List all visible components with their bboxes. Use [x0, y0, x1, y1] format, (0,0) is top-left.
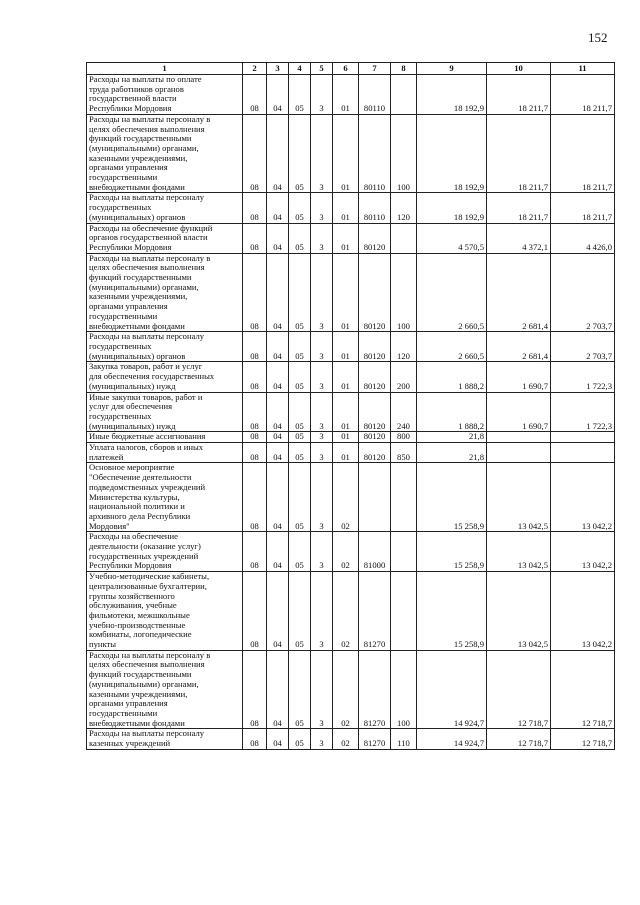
expense-type-code-cell [391, 572, 417, 651]
amount-year-3-cell [551, 443, 615, 463]
subprogram-code-cell: 3 [311, 253, 333, 332]
amount-year-2-cell: 18 211,7 [487, 114, 551, 193]
amount-year-2-cell: 1 690,7 [487, 362, 551, 392]
amount-year-3-cell: 1 722,3 [551, 362, 615, 392]
subprogram-code-cell: 3 [311, 75, 333, 115]
direction-code-cell: 81270 [359, 572, 391, 651]
program-code-cell: 05 [289, 432, 311, 443]
program-code-cell: 05 [289, 223, 311, 253]
section-code-cell: 08 [243, 572, 267, 651]
subsection-code-cell: 04 [267, 332, 289, 362]
amount-year-1-cell: 18 192,9 [417, 114, 487, 193]
amount-year-1-cell: 14 924,7 [417, 729, 487, 749]
subsection-code-cell: 04 [267, 223, 289, 253]
expense-type-code-cell: 100 [391, 253, 417, 332]
amount-year-2-cell: 13 042,5 [487, 572, 551, 651]
item-name-cell: Иные бюджетные ассигнования [87, 432, 243, 443]
table-row [87, 332, 615, 362]
table-row [87, 253, 615, 332]
table-row [87, 193, 615, 223]
activity-code-cell: 02 [333, 532, 359, 572]
expense-type-code-cell [391, 75, 417, 115]
section-code-cell: 08 [243, 443, 267, 463]
expense-type-code-cell: 100 [391, 114, 417, 193]
item-name-cell: Уплата налогов, сборов и иных платежей [87, 443, 243, 463]
direction-code-cell: 80120 [359, 443, 391, 463]
program-code-cell: 05 [289, 572, 311, 651]
col-header: 9 [417, 63, 487, 75]
activity-code-cell: 01 [333, 193, 359, 223]
section-code-cell: 08 [243, 729, 267, 749]
direction-code-cell: 80110 [359, 193, 391, 223]
item-name-cell: Расходы на выплаты персоналу государственных (муниципальных) органов [87, 332, 243, 362]
table-row [87, 572, 615, 651]
section-code-cell: 08 [243, 223, 267, 253]
subprogram-code-cell: 3 [311, 650, 333, 729]
amount-year-2-cell: 4 372,1 [487, 223, 551, 253]
table-row [87, 463, 615, 532]
expense-type-code-cell: 120 [391, 332, 417, 362]
amount-year-1-cell: 4 570,5 [417, 223, 487, 253]
amount-year-2-cell: 12 718,7 [487, 729, 551, 749]
direction-code-cell: 80120 [359, 253, 391, 332]
amount-year-1-cell: 2 660,5 [417, 332, 487, 362]
activity-code-cell: 01 [333, 432, 359, 443]
item-name-cell: Расходы на выплаты персоналу государственных (муниципальных) органов [87, 193, 243, 223]
section-code-cell: 08 [243, 463, 267, 532]
activity-code-cell: 01 [333, 332, 359, 362]
activity-code-cell: 01 [333, 75, 359, 115]
col-header: 4 [289, 63, 311, 75]
subsection-code-cell: 04 [267, 532, 289, 572]
expense-type-code-cell: 110 [391, 729, 417, 749]
table-row [87, 223, 615, 253]
section-code-cell: 08 [243, 253, 267, 332]
amount-year-2-cell: 2 681,4 [487, 332, 551, 362]
direction-code-cell: 80110 [359, 114, 391, 193]
subsection-code-cell: 04 [267, 253, 289, 332]
direction-code-cell: 80120 [359, 392, 391, 432]
subsection-code-cell: 04 [267, 572, 289, 651]
table-row [87, 75, 615, 115]
item-name-cell: Учебно-методические кабинеты, централизованные бухгалтерии, группы хозяйственного обслуживания, учебные фильмотеки, межшкольные учебно-производственные комбинаты, логопедические пункты [87, 572, 243, 651]
col-header: 3 [267, 63, 289, 75]
activity-code-cell: 02 [333, 729, 359, 749]
direction-code-cell: 81000 [359, 532, 391, 572]
item-name-cell: Иные закупки товаров, работ и услуг для обеспечения государственных (муниципальных) нужд [87, 392, 243, 432]
table-row [87, 362, 615, 392]
direction-code-cell: 80120 [359, 223, 391, 253]
direction-code-cell: 80120 [359, 362, 391, 392]
amount-year-3-cell: 12 718,7 [551, 729, 615, 749]
expense-type-code-cell: 200 [391, 362, 417, 392]
expense-type-code-cell: 240 [391, 392, 417, 432]
program-code-cell: 05 [289, 75, 311, 115]
direction-code-cell: 80120 [359, 432, 391, 443]
subsection-code-cell: 04 [267, 729, 289, 749]
subsection-code-cell: 04 [267, 463, 289, 532]
subprogram-code-cell: 3 [311, 392, 333, 432]
table-row [87, 432, 615, 443]
amount-year-2-cell: 13 042,5 [487, 532, 551, 572]
subsection-code-cell: 04 [267, 443, 289, 463]
table-row [87, 729, 615, 749]
direction-code-cell: 80120 [359, 332, 391, 362]
amount-year-1-cell: 15 258,9 [417, 572, 487, 651]
col-header: 11 [551, 63, 615, 75]
subsection-code-cell: 04 [267, 114, 289, 193]
amount-year-1-cell: 21,8 [417, 432, 487, 443]
subprogram-code-cell: 3 [311, 532, 333, 572]
program-code-cell: 05 [289, 362, 311, 392]
expense-type-code-cell: 850 [391, 443, 417, 463]
col-header: 7 [359, 63, 391, 75]
program-code-cell: 05 [289, 392, 311, 432]
amount-year-1-cell: 18 192,9 [417, 193, 487, 223]
amount-year-2-cell: 2 681,4 [487, 253, 551, 332]
budget-table [86, 62, 615, 750]
program-code-cell: 05 [289, 443, 311, 463]
subprogram-code-cell: 3 [311, 432, 333, 443]
amount-year-1-cell: 14 924,7 [417, 650, 487, 729]
expense-type-code-cell: 120 [391, 193, 417, 223]
amount-year-3-cell: 2 703,7 [551, 332, 615, 362]
item-name-cell: Закупка товаров, работ и услуг для обеспечения государственных (муниципальных) нужд [87, 362, 243, 392]
section-code-cell: 08 [243, 392, 267, 432]
section-code-cell: 08 [243, 362, 267, 392]
col-header: 1 [87, 63, 243, 75]
amount-year-2-cell: 1 690,7 [487, 392, 551, 432]
item-name-cell: Расходы на обеспечение функций органов государственной власти Республики Мордовия [87, 223, 243, 253]
table-row [87, 532, 615, 572]
amount-year-3-cell: 2 703,7 [551, 253, 615, 332]
subprogram-code-cell: 3 [311, 193, 333, 223]
activity-code-cell: 01 [333, 392, 359, 432]
subsection-code-cell: 04 [267, 650, 289, 729]
activity-code-cell: 01 [333, 253, 359, 332]
section-code-cell: 08 [243, 193, 267, 223]
activity-code-cell: 02 [333, 650, 359, 729]
activity-code-cell: 01 [333, 443, 359, 463]
program-code-cell: 05 [289, 114, 311, 193]
item-name-cell: Расходы на выплаты персоналу в целях обеспечения выполнения функций государственными (муниципальными) органами, казенными учреждениями, органами управления государственными внебюджетными фондами [87, 253, 243, 332]
col-header: 6 [333, 63, 359, 75]
activity-code-cell: 02 [333, 572, 359, 651]
amount-year-3-cell [551, 432, 615, 443]
program-code-cell: 05 [289, 253, 311, 332]
amount-year-2-cell: 18 211,7 [487, 75, 551, 115]
expense-type-code-cell [391, 223, 417, 253]
section-code-cell: 08 [243, 114, 267, 193]
expense-type-code-cell [391, 463, 417, 532]
amount-year-3-cell: 18 211,7 [551, 193, 615, 223]
expense-type-code-cell [391, 532, 417, 572]
amount-year-3-cell: 13 042,2 [551, 463, 615, 532]
activity-code-cell: 01 [333, 114, 359, 193]
header-row [87, 63, 615, 75]
col-header: 10 [487, 63, 551, 75]
section-code-cell: 08 [243, 532, 267, 572]
subsection-code-cell: 04 [267, 193, 289, 223]
amount-year-2-cell: 18 211,7 [487, 193, 551, 223]
program-code-cell: 05 [289, 650, 311, 729]
col-header: 8 [391, 63, 417, 75]
subsection-code-cell: 04 [267, 362, 289, 392]
program-code-cell: 05 [289, 729, 311, 749]
subprogram-code-cell: 3 [311, 114, 333, 193]
subprogram-code-cell: 3 [311, 572, 333, 651]
subprogram-code-cell: 3 [311, 729, 333, 749]
activity-code-cell: 01 [333, 362, 359, 392]
item-name-cell: Расходы на выплаты персоналу в целях обеспечения выполнения функций государственными (муниципальными) органами, казенными учреждениями, органами управления государственными внебюджетными фондами [87, 114, 243, 193]
item-name-cell: Расходы на выплаты по оплате труда работников органов государственной власти Республики Мордовия [87, 75, 243, 115]
direction-code-cell: 81270 [359, 729, 391, 749]
amount-year-3-cell: 13 042,2 [551, 532, 615, 572]
subprogram-code-cell: 3 [311, 443, 333, 463]
expense-type-code-cell: 100 [391, 650, 417, 729]
amount-year-1-cell: 1 888,2 [417, 392, 487, 432]
activity-code-cell: 01 [333, 223, 359, 253]
direction-code-cell: 80110 [359, 75, 391, 115]
table-row [87, 392, 615, 432]
program-code-cell: 05 [289, 532, 311, 572]
program-code-cell: 05 [289, 463, 311, 532]
section-code-cell: 08 [243, 332, 267, 362]
amount-year-2-cell: 12 718,7 [487, 650, 551, 729]
item-name-cell: Расходы на обеспечение деятельности (оказание услуг) государственных учреждений Республики Мордовия [87, 532, 243, 572]
subsection-code-cell: 04 [267, 392, 289, 432]
amount-year-2-cell [487, 443, 551, 463]
amount-year-1-cell: 18 192,9 [417, 75, 487, 115]
col-header: 2 [243, 63, 267, 75]
subsection-code-cell: 04 [267, 432, 289, 443]
amount-year-1-cell: 15 258,9 [417, 532, 487, 572]
activity-code-cell: 02 [333, 463, 359, 532]
subprogram-code-cell: 3 [311, 463, 333, 532]
section-code-cell: 08 [243, 75, 267, 115]
section-code-cell: 08 [243, 650, 267, 729]
subprogram-code-cell: 3 [311, 362, 333, 392]
item-name-cell: Основное мероприятие "Обеспечение деятельности подведомственных учреждений Министерства культуры, национальной политики и архивного дела Республики Мордовия" [87, 463, 243, 532]
program-code-cell: 05 [289, 193, 311, 223]
amount-year-2-cell [487, 432, 551, 443]
amount-year-3-cell: 12 718,7 [551, 650, 615, 729]
subsection-code-cell: 04 [267, 75, 289, 115]
direction-code-cell: 81270 [359, 650, 391, 729]
item-name-cell: Расходы на выплаты персоналу казенных учреждений [87, 729, 243, 749]
amount-year-1-cell: 21,8 [417, 443, 487, 463]
amount-year-3-cell: 4 426,0 [551, 223, 615, 253]
subprogram-code-cell: 3 [311, 223, 333, 253]
table-row [87, 650, 615, 729]
amount-year-3-cell: 13 042,2 [551, 572, 615, 651]
table-row [87, 114, 615, 193]
amount-year-3-cell: 1 722,3 [551, 392, 615, 432]
amount-year-3-cell: 18 211,7 [551, 114, 615, 193]
expense-type-code-cell: 800 [391, 432, 417, 443]
direction-code-cell [359, 463, 391, 532]
table-row [87, 443, 615, 463]
item-name-cell: Расходы на выплаты персоналу в целях обеспечения выполнения функций государственными (муниципальными) органами, казенными учреждениями, органами управления государственными внебюджетными фондами [87, 650, 243, 729]
section-code-cell: 08 [243, 432, 267, 443]
amount-year-1-cell: 15 258,9 [417, 463, 487, 532]
program-code-cell: 05 [289, 332, 311, 362]
amount-year-1-cell: 1 888,2 [417, 362, 487, 392]
col-header: 5 [311, 63, 333, 75]
subprogram-code-cell: 3 [311, 332, 333, 362]
amount-year-1-cell: 2 660,5 [417, 253, 487, 332]
amount-year-2-cell: 13 042,5 [487, 463, 551, 532]
page-number: 152 [588, 30, 608, 45]
amount-year-3-cell: 18 211,7 [551, 75, 615, 115]
